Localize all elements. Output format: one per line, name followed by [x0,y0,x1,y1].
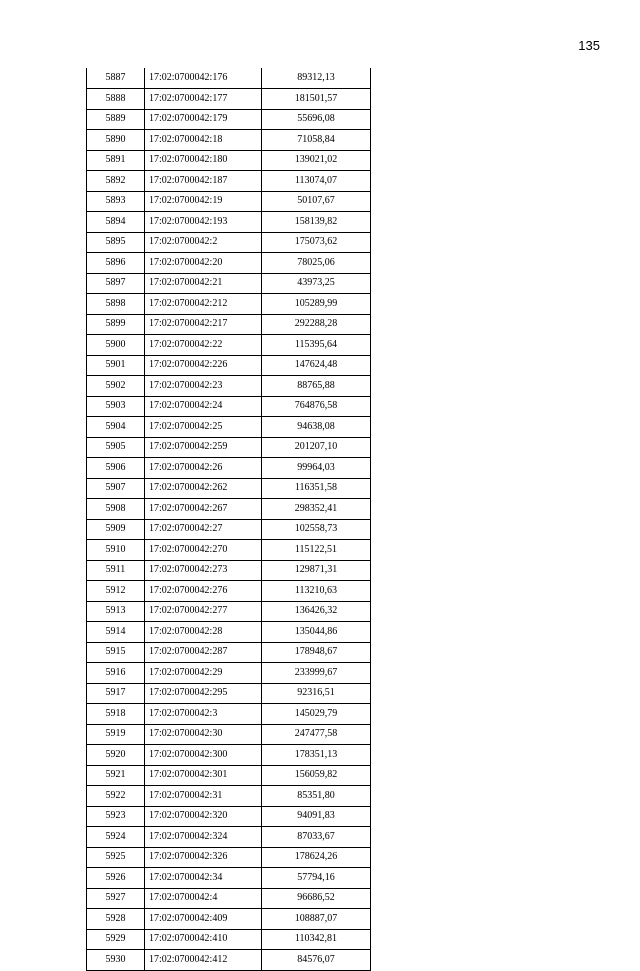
cadastral-number-cell: 17:02:0700042:410 [145,929,262,950]
row-number-cell: 5905 [87,437,145,458]
row-number-cell: 5916 [87,663,145,684]
table-row [87,499,371,520]
cadastral-number-cell: 17:02:0700042:176 [145,68,262,89]
cadastral-value-cell: 50107,67 [262,191,371,212]
row-number-cell: 5927 [87,888,145,909]
table-row [87,294,371,315]
table-row [87,130,371,151]
cadastral-value-cell: 85351,80 [262,786,371,807]
row-number-cell: 5888 [87,89,145,110]
cadastral-value-cell: 764876,58 [262,396,371,417]
table-row [87,109,371,130]
table-row [87,581,371,602]
table-row [87,355,371,376]
table-row [87,437,371,458]
cadastral-value-cell: 178948,67 [262,642,371,663]
row-number-cell: 5912 [87,581,145,602]
cadastral-value-cell: 94638,08 [262,417,371,438]
cadastral-value-cell: 87033,67 [262,827,371,848]
table-row [87,950,371,971]
table-row [87,704,371,725]
table-row [87,191,371,212]
cadastral-value-cell: 178351,13 [262,745,371,766]
cadastral-value-cell: 247477,58 [262,724,371,745]
cadastral-value-cell: 57794,16 [262,868,371,889]
cadastral-number-cell: 17:02:0700042:24 [145,396,262,417]
table-body [87,68,371,970]
row-number-cell: 5904 [87,417,145,438]
cadastral-value-cell: 178624,26 [262,847,371,868]
cadastral-value-cell: 175073,62 [262,232,371,253]
cadastral-value-cell: 201207,10 [262,437,371,458]
page-number: 135 [578,38,600,53]
table-row [87,458,371,479]
cadastral-value-cell: 108887,07 [262,909,371,930]
row-number-cell: 5928 [87,909,145,930]
table-row [87,314,371,335]
table-row [87,150,371,171]
row-number-cell: 5897 [87,273,145,294]
cadastral-value-cell: 181501,57 [262,89,371,110]
row-number-cell: 5890 [87,130,145,151]
row-number-cell: 5892 [87,171,145,192]
cadastral-number-cell: 17:02:0700042:193 [145,212,262,233]
table-row [87,806,371,827]
table-row [87,909,371,930]
table-row [87,642,371,663]
row-number-cell: 5911 [87,560,145,581]
cadastral-number-cell: 17:02:0700042:212 [145,294,262,315]
cadastral-value-cell: 158139,82 [262,212,371,233]
table-row [87,232,371,253]
table-row [87,560,371,581]
cadastral-value-cell: 113074,07 [262,171,371,192]
cadastral-value-cell: 136426,32 [262,601,371,622]
row-number-cell: 5918 [87,704,145,725]
cadastral-number-cell: 17:02:0700042:276 [145,581,262,602]
cadastral-number-cell: 17:02:0700042:23 [145,376,262,397]
cadastral-number-cell: 17:02:0700042:320 [145,806,262,827]
row-number-cell: 5902 [87,376,145,397]
cadastral-number-cell: 17:02:0700042:29 [145,663,262,684]
table-row [87,417,371,438]
row-number-cell: 5906 [87,458,145,479]
row-number-cell: 5929 [87,929,145,950]
table-row [87,478,371,499]
cadastral-value-cell: 99964,03 [262,458,371,479]
row-number-cell: 5895 [87,232,145,253]
table-row [87,683,371,704]
cadastral-number-cell: 17:02:0700042:180 [145,150,262,171]
row-number-cell: 5889 [87,109,145,130]
row-number-cell: 5930 [87,950,145,971]
row-number-cell: 5896 [87,253,145,274]
table-row [87,171,371,192]
row-number-cell: 5909 [87,519,145,540]
cadastral-number-cell: 17:02:0700042:259 [145,437,262,458]
cadastral-number-cell: 17:02:0700042:267 [145,499,262,520]
cadastral-value-cell: 298352,41 [262,499,371,520]
table-row [87,827,371,848]
cadastral-value-table [86,68,371,971]
cadastral-value-cell: 113210,63 [262,581,371,602]
cadastral-value-cell: 102558,73 [262,519,371,540]
row-number-cell: 5926 [87,868,145,889]
table-row [87,273,371,294]
row-number-cell: 5898 [87,294,145,315]
table-row [87,540,371,561]
cadastral-value-cell: 89312,13 [262,68,371,89]
row-number-cell: 5903 [87,396,145,417]
cadastral-number-cell: 17:02:0700042:295 [145,683,262,704]
cadastral-number-cell: 17:02:0700042:300 [145,745,262,766]
cadastral-number-cell: 17:02:0700042:18 [145,130,262,151]
cadastral-value-cell: 94091,83 [262,806,371,827]
cadastral-value-cell: 156059,82 [262,765,371,786]
cadastral-value-cell: 116351,58 [262,478,371,499]
cadastral-number-cell: 17:02:0700042:34 [145,868,262,889]
cadastral-value-cell: 55696,08 [262,109,371,130]
row-number-cell: 5910 [87,540,145,561]
table-row [87,376,371,397]
cadastral-value-cell: 71058,84 [262,130,371,151]
cadastral-value-cell: 78025,06 [262,253,371,274]
table-row [87,622,371,643]
cadastral-number-cell: 17:02:0700042:270 [145,540,262,561]
cadastral-number-cell: 17:02:0700042:409 [145,909,262,930]
table-row [87,888,371,909]
cadastral-value-cell: 96686,52 [262,888,371,909]
cadastral-number-cell: 17:02:0700042:26 [145,458,262,479]
row-number-cell: 5900 [87,335,145,356]
table-row [87,335,371,356]
row-number-cell: 5907 [87,478,145,499]
row-number-cell: 5922 [87,786,145,807]
row-number-cell: 5891 [87,150,145,171]
cadastral-value-cell: 147624,48 [262,355,371,376]
table-row [87,724,371,745]
cadastral-value-cell: 233999,67 [262,663,371,684]
row-number-cell: 5908 [87,499,145,520]
table-row [87,519,371,540]
cadastral-value-cell: 135044,86 [262,622,371,643]
row-number-cell: 5914 [87,622,145,643]
table-row [87,253,371,274]
table-row [87,89,371,110]
row-number-cell: 5887 [87,68,145,89]
row-number-cell: 5925 [87,847,145,868]
cadastral-number-cell: 17:02:0700042:25 [145,417,262,438]
cadastral-number-cell: 17:02:0700042:217 [145,314,262,335]
cadastral-value-cell: 110342,81 [262,929,371,950]
cadastral-value-cell: 292288,28 [262,314,371,335]
row-number-cell: 5920 [87,745,145,766]
table-row [87,601,371,622]
table-row [87,396,371,417]
cadastral-number-cell: 17:02:0700042:28 [145,622,262,643]
table-row [87,663,371,684]
row-number-cell: 5919 [87,724,145,745]
cadastral-number-cell: 17:02:0700042:262 [145,478,262,499]
cadastral-number-cell: 17:02:0700042:30 [145,724,262,745]
cadastral-value-cell: 84576,07 [262,950,371,971]
row-number-cell: 5901 [87,355,145,376]
table-row [87,68,371,89]
cadastral-number-cell: 17:02:0700042:2 [145,232,262,253]
cadastral-number-cell: 17:02:0700042:3 [145,704,262,725]
row-number-cell: 5915 [87,642,145,663]
cadastral-value-cell: 88765,88 [262,376,371,397]
cadastral-number-cell: 17:02:0700042:273 [145,560,262,581]
cadastral-number-cell: 17:02:0700042:287 [145,642,262,663]
cadastral-value-cell: 115395,64 [262,335,371,356]
row-number-cell: 5913 [87,601,145,622]
cadastral-number-cell: 17:02:0700042:20 [145,253,262,274]
table-row [87,212,371,233]
cadastral-number-cell: 17:02:0700042:27 [145,519,262,540]
cadastral-number-cell: 17:02:0700042:226 [145,355,262,376]
cadastral-number-cell: 17:02:0700042:19 [145,191,262,212]
row-number-cell: 5899 [87,314,145,335]
cadastral-value-cell: 145029,79 [262,704,371,725]
cadastral-value-cell: 105289,99 [262,294,371,315]
row-number-cell: 5921 [87,765,145,786]
cadastral-number-cell: 17:02:0700042:187 [145,171,262,192]
row-number-cell: 5894 [87,212,145,233]
row-number-cell: 5917 [87,683,145,704]
row-number-cell: 5893 [87,191,145,212]
table-row [87,847,371,868]
cadastral-number-cell: 17:02:0700042:326 [145,847,262,868]
cadastral-value-cell: 92316,51 [262,683,371,704]
cadastral-number-cell: 17:02:0700042:412 [145,950,262,971]
cadastral-number-cell: 17:02:0700042:177 [145,89,262,110]
table-row [87,745,371,766]
table-row [87,786,371,807]
cadastral-number-cell: 17:02:0700042:31 [145,786,262,807]
cadastral-value-cell: 43973,25 [262,273,371,294]
cadastral-number-cell: 17:02:0700042:22 [145,335,262,356]
row-number-cell: 5924 [87,827,145,848]
cadastral-number-cell: 17:02:0700042:301 [145,765,262,786]
row-number-cell: 5923 [87,806,145,827]
table-row [87,765,371,786]
cadastral-number-cell: 17:02:0700042:277 [145,601,262,622]
table-row [87,929,371,950]
cadastral-value-cell: 129871,31 [262,560,371,581]
cadastral-number-cell: 17:02:0700042:4 [145,888,262,909]
cadastral-value-cell: 139021,02 [262,150,371,171]
cadastral-number-cell: 17:02:0700042:179 [145,109,262,130]
cadastral-number-cell: 17:02:0700042:324 [145,827,262,848]
cadastral-value-cell: 115122,51 [262,540,371,561]
cadastral-number-cell: 17:02:0700042:21 [145,273,262,294]
table-row [87,868,371,889]
